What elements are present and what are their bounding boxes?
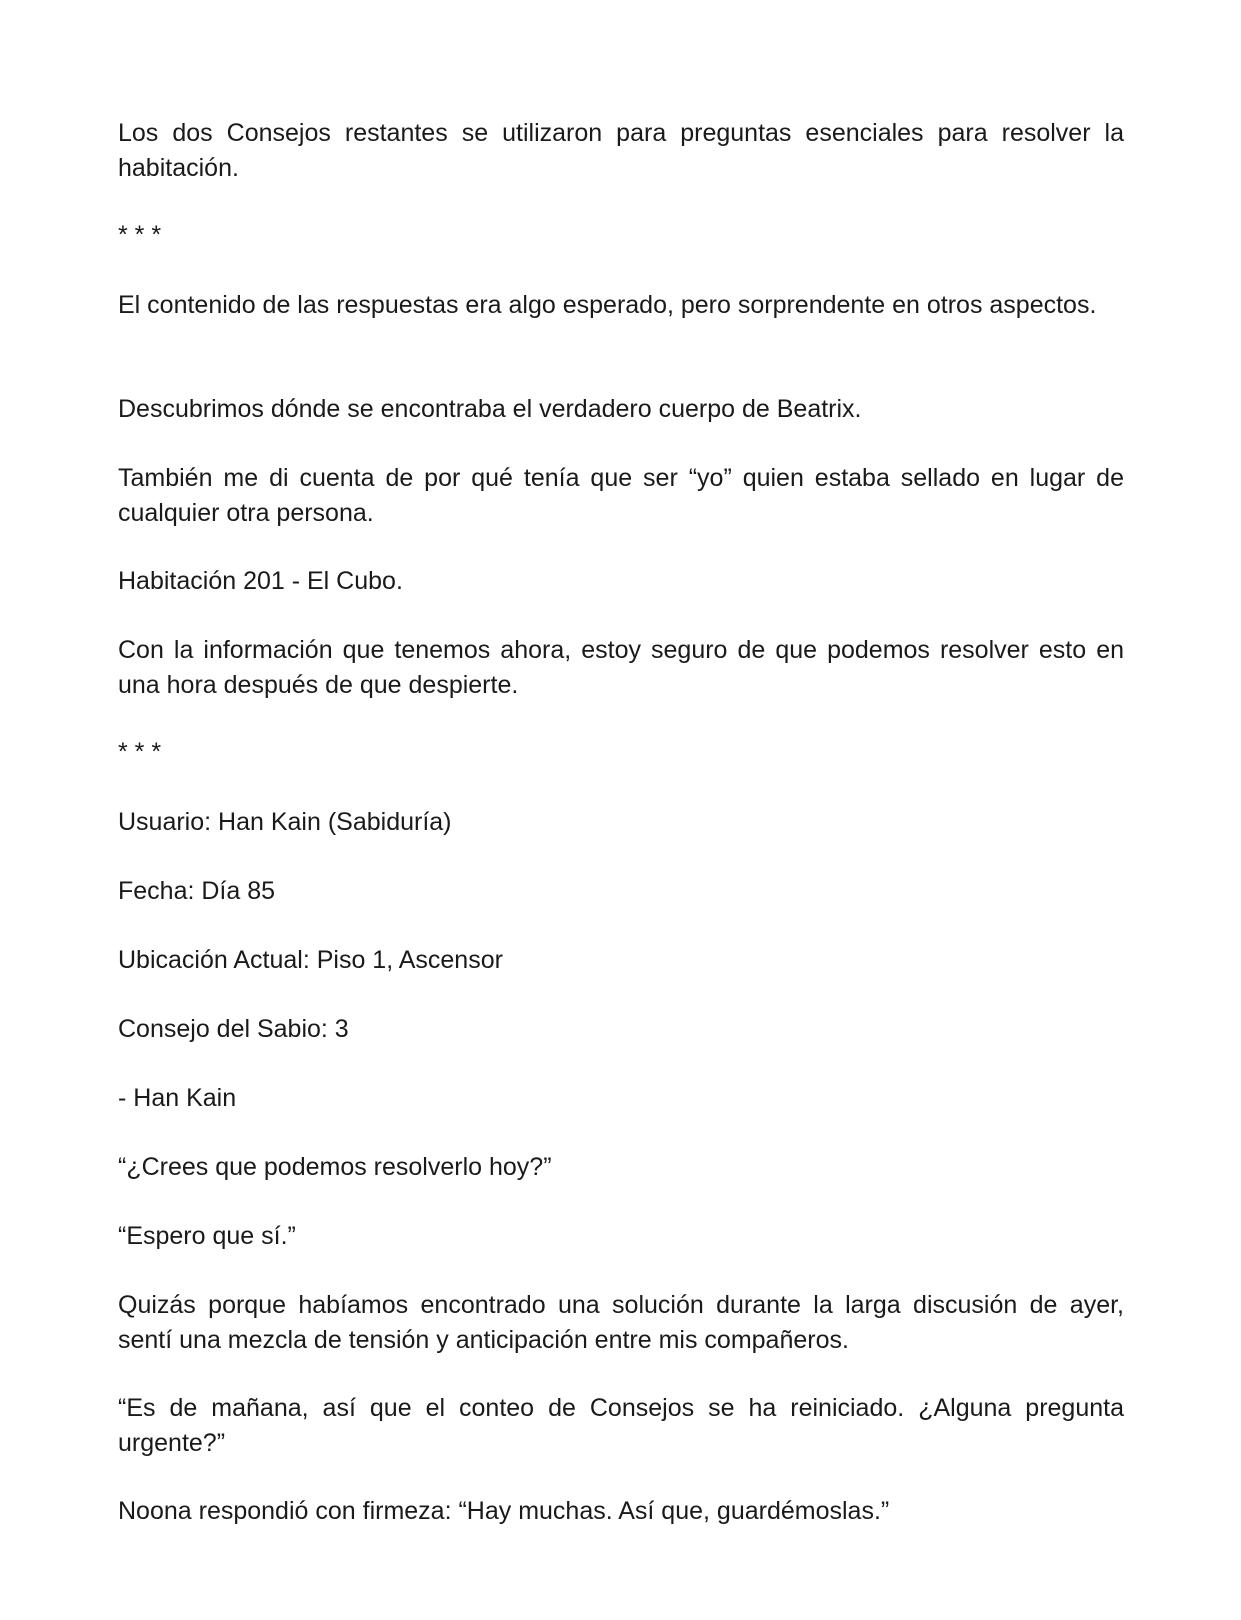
paragraph: También me di cuenta de por qué tenía que ser “yo” quien estaba sellado en lugar de cualquier otra persona. (118, 464, 1124, 527)
paragraph: Noona respondió con firmeza: “Hay muchas. Así que, guardémoslas.” (118, 1497, 890, 1525)
status-line: Ubicación Actual: Piso 1, Ascensor (118, 946, 503, 974)
dialogue-line: “Espero que sí.” (118, 1222, 296, 1250)
paragraph: Con la información que tenemos ahora, estoy seguro de que podemos resolver esto en una hora después de que despierte. (118, 636, 1124, 699)
dialogue-line: “¿Crees que podemos resolverlo hoy?” (118, 1153, 552, 1181)
scene-break: * * * (118, 221, 162, 249)
dialogue-line: “Es de mañana, así que el conteo de Consejos se ha reiniciado. ¿Alguna pregunta urgente?” (118, 1394, 1124, 1457)
paragraph: Descubrimos dónde se encontraba el verdadero cuerpo de Beatrix. (118, 395, 862, 423)
status-line: Usuario: Han Kain (Sabiduría) (118, 808, 452, 836)
paragraph: Habitación 201 - El Cubo. (118, 567, 403, 595)
scene-break: * * * (118, 738, 162, 766)
paragraph: Quizás porque habíamos encontrado una solución durante la larga discusión de ayer, sentí una mezcla de tensión y anticipación entre mis compañeros. (118, 1291, 1124, 1354)
paragraph: Los dos Consejos restantes se utilizaron para preguntas esenciales para resolver la habitación. (118, 119, 1124, 182)
paragraph: El contenido de las respuestas era algo esperado, pero sorprendente en otros aspectos. (118, 291, 1097, 319)
status-line: Fecha: Día 85 (118, 877, 276, 905)
status-line: - Han Kain (118, 1084, 237, 1112)
status-line: Consejo del Sabio: 3 (118, 1015, 349, 1043)
